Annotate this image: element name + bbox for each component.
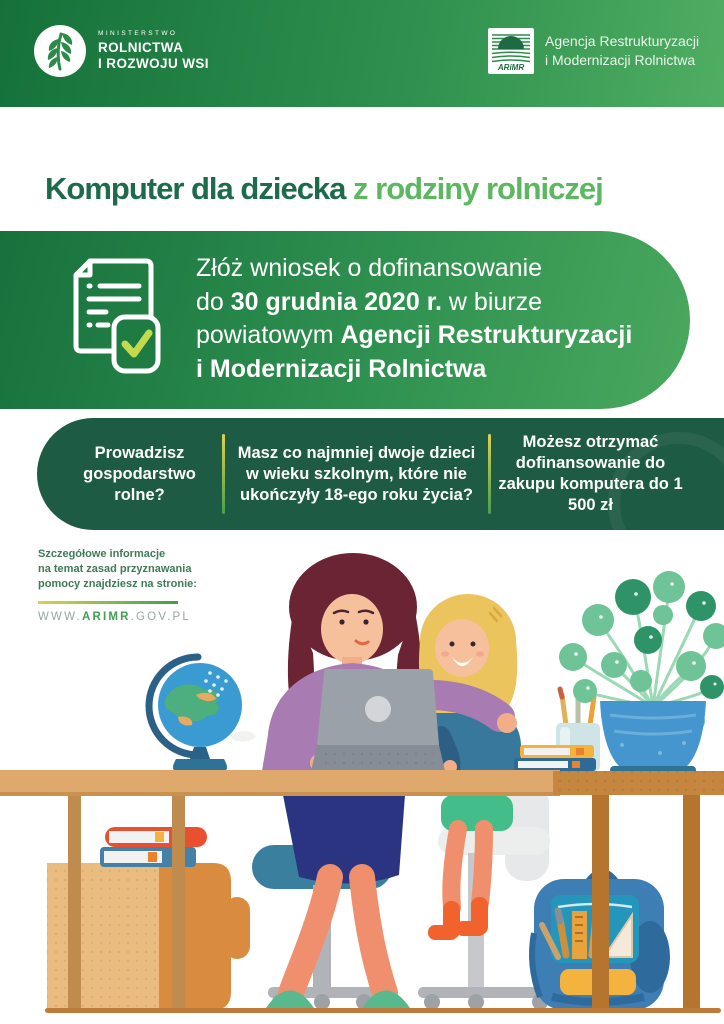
banner-agency-name2: i Modernizacji Rolnictwa — [196, 354, 487, 383]
laptop-illustration — [311, 669, 445, 771]
agency-label-line1: Agencja Restrukturyzacji — [545, 33, 700, 49]
page-title — [45, 171, 603, 207]
website-brand: ARIMR — [81, 611, 131, 623]
banner-line2 — [196, 286, 632, 320]
agency-label-line2: i Modernizacji Rolnictwa — [545, 52, 696, 68]
agency-logo — [488, 28, 699, 74]
website-suffix: .GOV.PL — [130, 611, 192, 623]
arimr-logo-icon — [488, 28, 534, 74]
ministry-label-line1: ROLNICTWA — [98, 40, 184, 55]
condition-children: Masz co najmniej dwoje dzieci w wieku szkolnym, które nie ukończyły 18-ego roku życia? — [237, 443, 476, 504]
title-dark-part: Komputer dla dziecka — [45, 170, 346, 206]
title-light-part: z rodziny rolniczej — [353, 170, 603, 206]
globe-illustration — [149, 657, 256, 771]
info-line3: pomocy znajdziesz na stronie: — [38, 578, 197, 590]
banner-deadline: 30 grudnia 2020 r. — [230, 287, 442, 316]
banner-line2-pre: do — [196, 287, 231, 316]
conditions-strip — [37, 418, 724, 530]
mother-lower-body — [266, 795, 410, 1008]
ministry-label-line2: I ROZWOJU WSI — [98, 56, 209, 71]
banner-line2-post: w biurze — [441, 287, 543, 316]
banner-line3-pre: powiatowym — [196, 321, 341, 349]
banner-line1: Złóż wniosek o dofinansowanie — [196, 254, 543, 282]
info-line2: na temat zasad przyznawania — [38, 563, 192, 575]
shelf-books — [100, 827, 207, 867]
website-prefix: WWW. — [38, 611, 82, 623]
banner-line3 — [196, 319, 632, 353]
document-check-icon — [60, 255, 164, 385]
banner-text — [196, 252, 632, 386]
condition-funding: Możesz otrzymać dofinansowanie do zakupu komputera do 1 500 zł — [498, 433, 683, 514]
side-desk-books — [514, 745, 596, 771]
header-bar — [0, 0, 724, 107]
wheat-icon — [34, 25, 86, 77]
ministry-logo — [34, 25, 209, 77]
floor-line — [45, 1008, 721, 1013]
banner-line4 — [196, 353, 632, 387]
family-computer-illustration — [0, 545, 724, 1024]
banner-agency-name1: Agencji Restrukturyzacji — [340, 321, 633, 349]
condition-farm: Prowadzisz gospodarstwo rolne? — [83, 443, 196, 504]
info-line1: Szczegółowe informacje — [38, 548, 166, 560]
arimr-logo-caption: ARiMR — [497, 63, 525, 72]
ministry-label-small: MINISTERSTWO — [98, 30, 178, 37]
application-banner — [0, 231, 690, 409]
